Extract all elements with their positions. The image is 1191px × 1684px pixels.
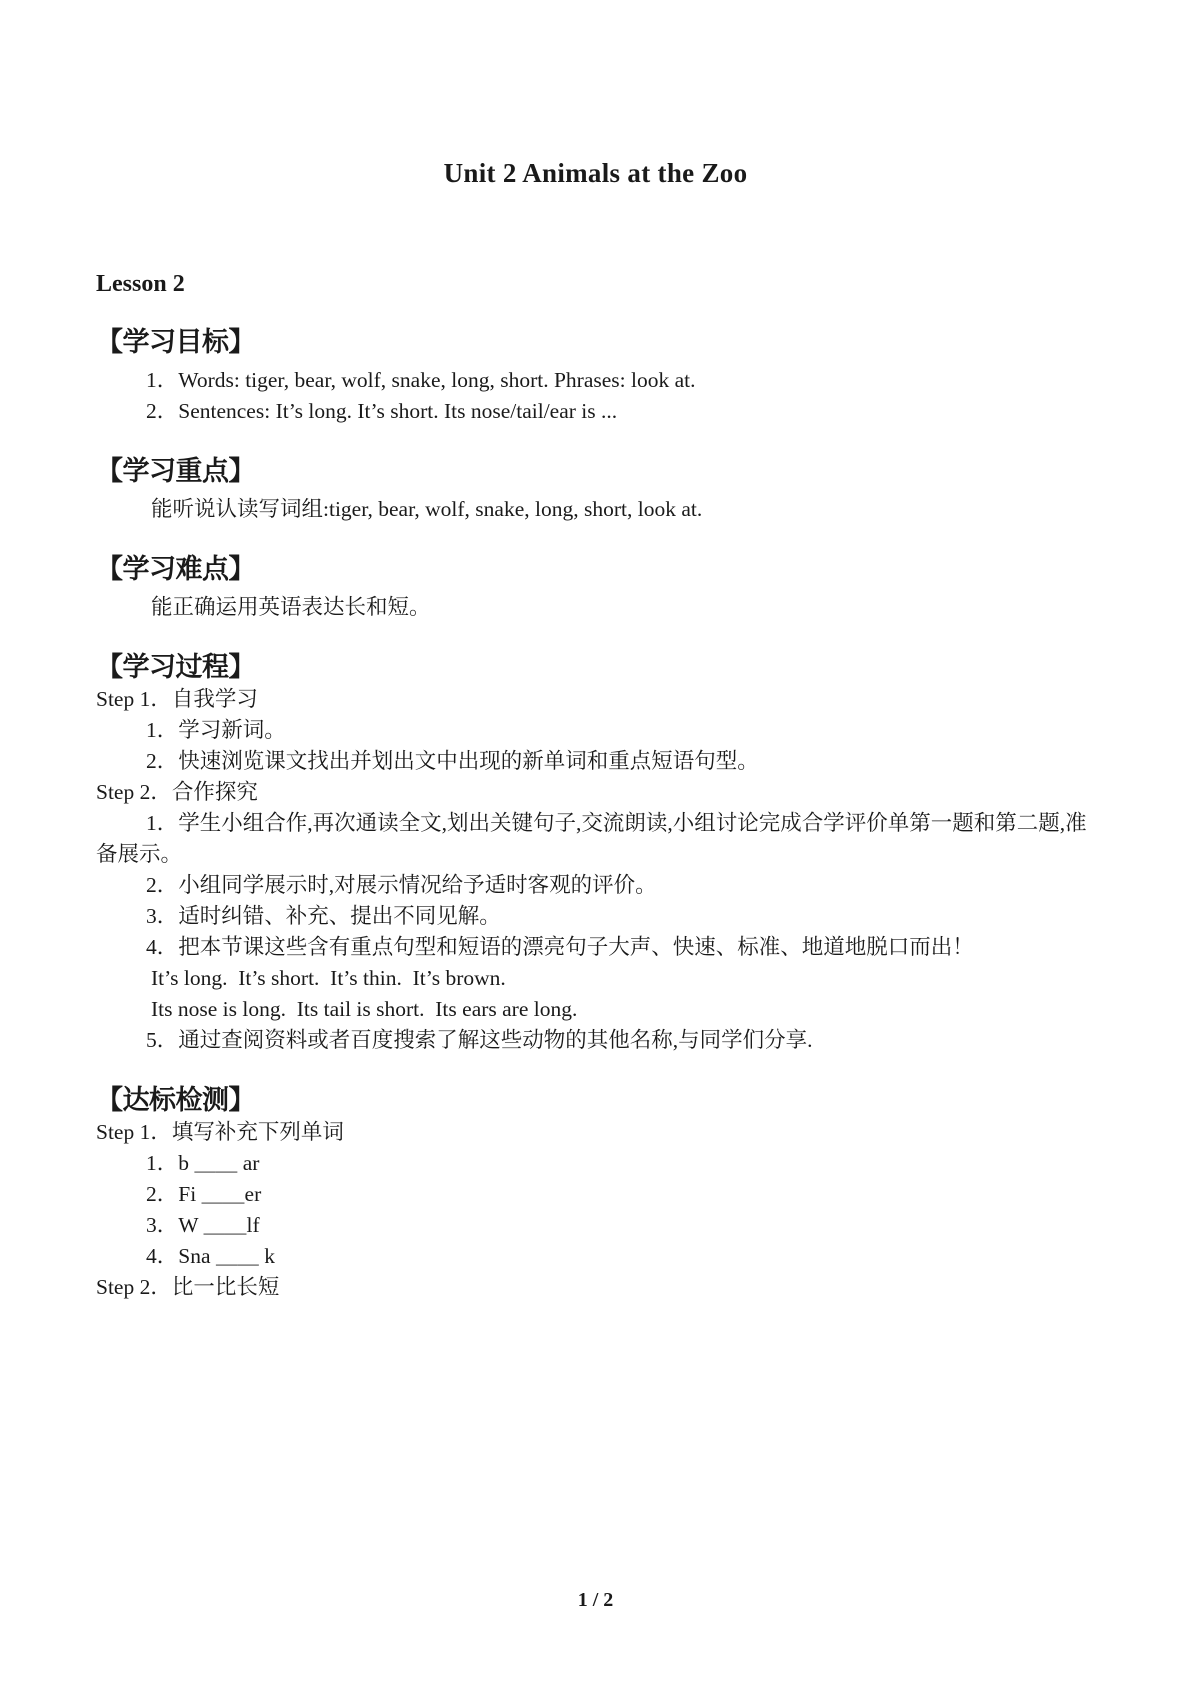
key-points-text: 能听说认读写词组:tiger, bear, wolf, snake, long, short, look at. bbox=[151, 497, 703, 521]
step-label-2: Step 2．合作探究 bbox=[96, 780, 258, 804]
step-item: 3．适时纠错、补充、提出不同见解。 bbox=[146, 904, 501, 928]
page-title: Unit 2 Animals at the Zoo bbox=[443, 158, 748, 188]
step-item: 4．把本节课这些含有重点句型和短语的漂亮句子大声、快速、标准、地道地脱口而出！ bbox=[146, 935, 974, 959]
assessment-question: 3．W ＿＿lf bbox=[146, 1213, 260, 1237]
example-sentence: Its nose is long. Its tail is short. Its ears are long. bbox=[151, 997, 578, 1021]
assessment-step-label-2: Step 2．比一比长短 bbox=[96, 1275, 280, 1299]
page-number: 1 / 2 bbox=[577, 1589, 614, 1611]
example-sentence: It’s long. It’s short. It’s thin. It’s brown. bbox=[151, 966, 506, 990]
objective-item: 1．Words: tiger, bear, wolf, snake, long, short. Phrases: look at. bbox=[146, 368, 696, 392]
section-heading-assessment: 【达标检测】 bbox=[96, 1085, 255, 1116]
assessment-question: 4．Sna ＿＿ k bbox=[146, 1244, 276, 1268]
section-heading-process: 【学习过程】 bbox=[96, 652, 255, 683]
step-item: 5．通过查阅资料或者百度搜索了解这些动物的其他名称,与同学们分享. bbox=[146, 1028, 813, 1052]
assessment-step-label-1: Step 1．填写补充下列单词 bbox=[96, 1120, 344, 1144]
assessment-question: 2．Fi ＿＿er bbox=[146, 1182, 262, 1206]
step-item: 2．快速浏览课文找出并划出文中出现的新单词和重点短语句型。 bbox=[146, 749, 759, 773]
lesson-heading: Lesson 2 bbox=[96, 271, 185, 297]
step-item: 2．小组同学展示时,对展示情况给予适时客观的评价。 bbox=[146, 873, 657, 897]
step-item: 1．学生小组合作,再次通读全文,划出关键句子,交流朗读,小组讨论完成合学评价单第一题和第二题,准备展示。 bbox=[96, 811, 1087, 866]
assessment-question: 1．b ＿＿ ar bbox=[146, 1151, 260, 1175]
section-heading-objectives: 【学习目标】 bbox=[96, 327, 255, 358]
section-heading-key-points: 【学习重点】 bbox=[96, 456, 255, 487]
difficulties-text: 能正确运用英语表达长和短。 bbox=[151, 595, 431, 619]
objective-item: 2．Sentences: It’s long. It’s short. Its nose/tail/ear is ... bbox=[146, 399, 618, 423]
section-heading-difficulties: 【学习难点】 bbox=[96, 554, 255, 585]
step-item: 1．学习新词。 bbox=[146, 718, 286, 742]
step-label-1: Step 1．自我学习 bbox=[96, 687, 258, 711]
